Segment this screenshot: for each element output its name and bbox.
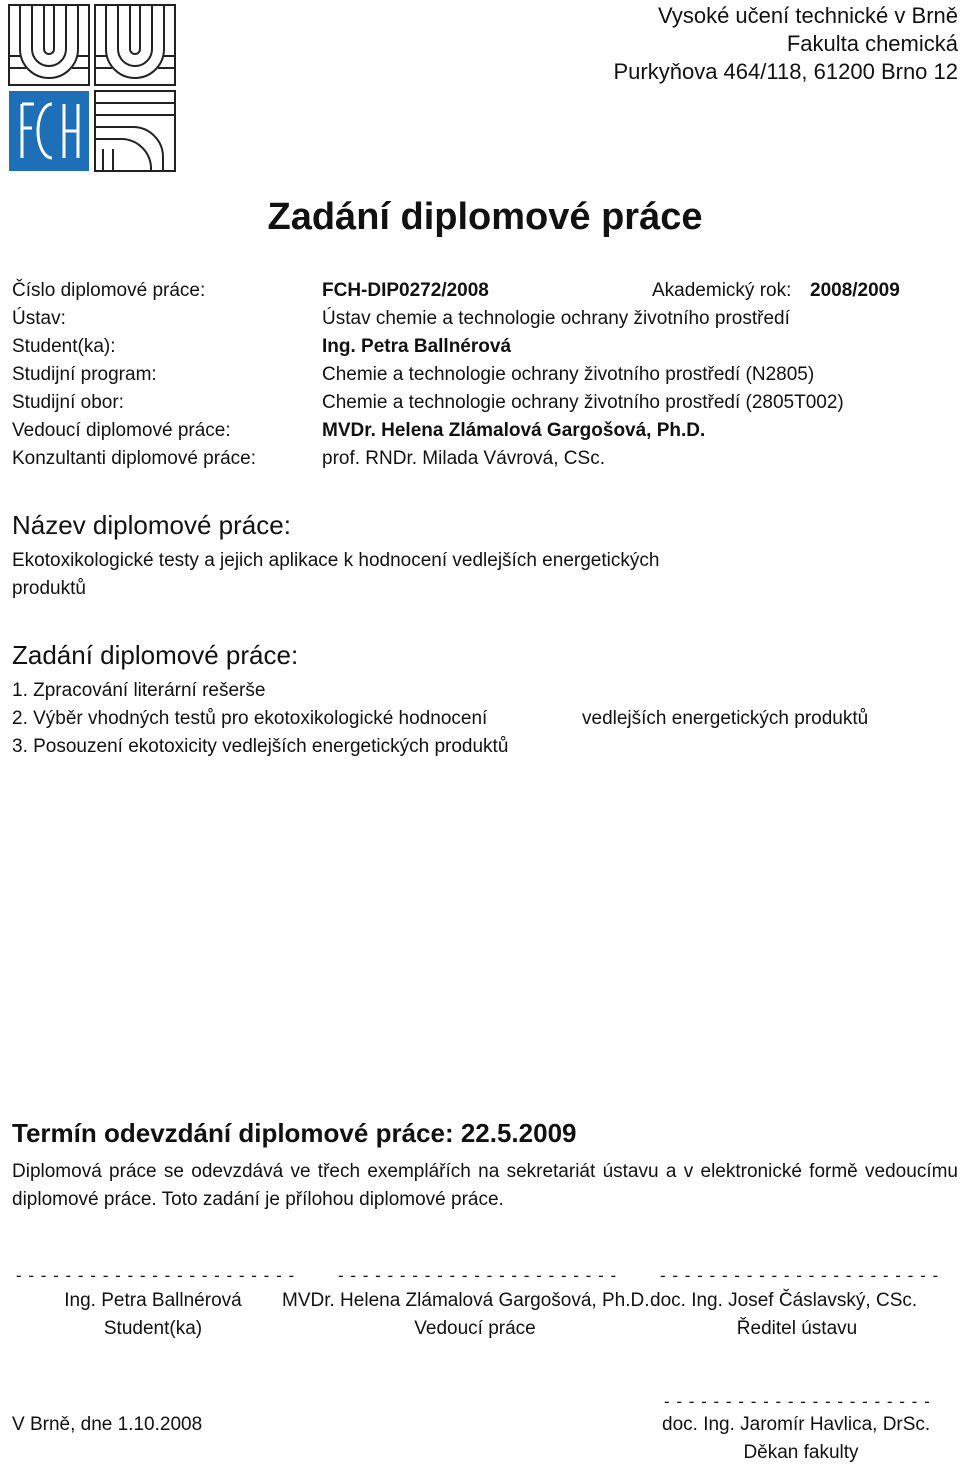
vut-fch-logo-icon bbox=[8, 4, 176, 172]
page-title: Zadání diplomové práce bbox=[267, 196, 703, 238]
program-value: Chemie a technologie ochrany životního prostředí (N2805) bbox=[322, 364, 815, 385]
place-date: V Brně, dne 1.10.2008 bbox=[12, 1414, 203, 1435]
dean-signature-name: doc. Ing. Jaromír Havlica, DrSc. bbox=[662, 1414, 931, 1435]
university-name: Vysoké učení technické v Brně bbox=[657, 3, 958, 28]
supervisor-value: MVDr. Helena Zlámalová Gargošová, Ph.D. bbox=[322, 420, 706, 441]
field-value: Chemie a technologie ochrany životního prostředí (2805T002) bbox=[322, 392, 844, 413]
assignment-item-2: 2. Výběr vhodných testů pro ekotoxikologické hodnocení bbox=[12, 708, 488, 729]
thesis-title-line1: Ekotoxikologické testy a jejich aplikace k hodnocení vedlejších energetických bbox=[12, 550, 660, 571]
dean-signature-line: - - - - - - - - - - - - - - - - - - - - - - bbox=[664, 1392, 931, 1411]
academic-year-value: 2008/2009 bbox=[810, 280, 900, 301]
faculty-name: Fakulta chemická bbox=[786, 31, 958, 56]
student-signature-name: Ing. Petra Ballnérová bbox=[64, 1290, 242, 1311]
student-signature-role: Student(ka) bbox=[103, 1318, 203, 1339]
assignment-item-1: 1. Zpracování literární rešerše bbox=[12, 680, 266, 701]
deadline-heading: Termín odevzdání diplomové práce: 22.5.2009 bbox=[12, 1118, 577, 1148]
supervisor-signature-name: MVDr. Helena Zlámalová Gargošová, Ph.D. bbox=[282, 1290, 650, 1311]
deadline-text: Diplomová práce se odevzdává ve třech exemplářích na sekretariát ústavu a v elektronické formě vedoucímu diplomové práce. Toto zadání je přílohou diplomové práce. bbox=[12, 1161, 958, 1210]
academic-year-label: Akademický rok: bbox=[652, 280, 792, 301]
student-signature-line: - - - - - - - - - - - - - - - - - - - - - - - bbox=[16, 1266, 296, 1285]
thesis-number-value: FCH-DIP0272/2008 bbox=[322, 280, 489, 301]
supervisor-signature-role: Vedoucí práce bbox=[414, 1318, 536, 1339]
assignment-item-3: 3. Posouzení ekotoxicity vedlejších energetických produktů bbox=[12, 736, 509, 757]
student-label: Student(ka): bbox=[12, 336, 116, 357]
institute-label: Ústav: bbox=[12, 308, 66, 329]
program-label: Studijní program: bbox=[12, 364, 157, 385]
field-label: Studijní obor: bbox=[12, 392, 124, 413]
consultants-value: prof. RNDr. Milada Vávrová, CSc. bbox=[322, 448, 605, 469]
consultants-label: Konzultanti diplomové práce: bbox=[12, 448, 256, 469]
director-signature-role: Ředitel ústavu bbox=[736, 1318, 858, 1339]
thesis-title-line2: produktů bbox=[12, 578, 86, 599]
thesis-title-heading: Název diplomové práce: bbox=[12, 510, 291, 540]
address: Purkyňova 464/118, 61200 Brno 12 bbox=[613, 59, 958, 84]
director-signature-line: - - - - - - - - - - - - - - - - - - - - - - - bbox=[660, 1266, 940, 1285]
thesis-number-label: Číslo diplomové práce: bbox=[12, 280, 206, 301]
institute-value: Ústav chemie a technologie ochrany životního prostředí bbox=[322, 308, 790, 329]
supervisor-signature-line: - - - - - - - - - - - - - - - - - - - - - - - bbox=[338, 1266, 618, 1285]
assignment-item-2-continued: vedlejších energetických produktů bbox=[582, 708, 869, 729]
student-value: Ing. Petra Ballnérová bbox=[322, 336, 512, 357]
assignment-heading: Zadání diplomové práce: bbox=[12, 640, 299, 670]
dean-signature-role: Děkan fakulty bbox=[743, 1442, 859, 1463]
supervisor-label: Vedoucí diplomové práce: bbox=[12, 420, 231, 441]
director-signature-name: doc. Ing. Josef Čáslavský, CSc. bbox=[650, 1290, 918, 1311]
